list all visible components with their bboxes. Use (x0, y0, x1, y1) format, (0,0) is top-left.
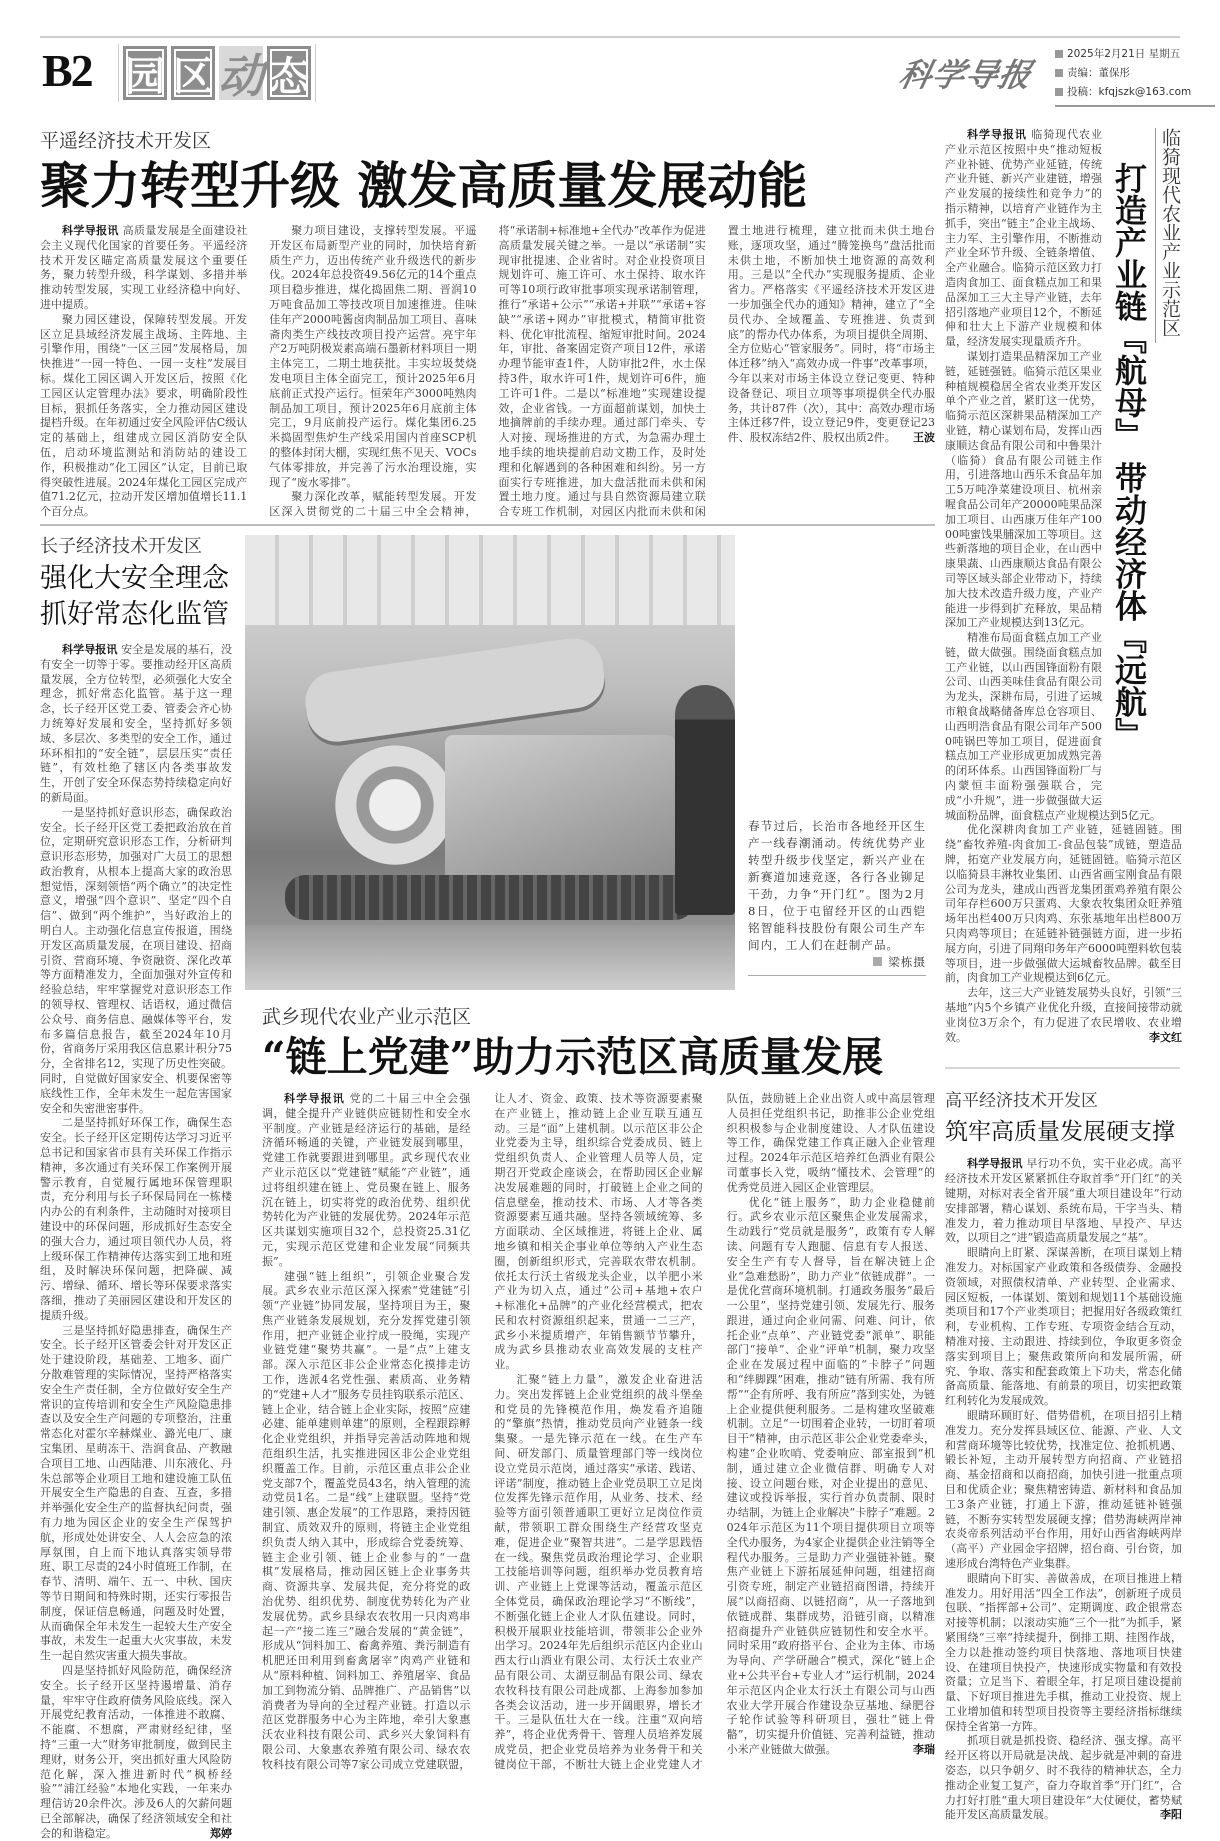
pingyao-article (40, 128, 935, 520)
article-paragraph (945, 1572, 1182, 1735)
dateline: 科学导报讯 (967, 1157, 1023, 1171)
submission-email: 投稿：kfqjszk@163.com (1067, 86, 1192, 98)
gaoping-headline: 筑牢高质量发展硬支撑 (945, 1119, 1175, 1146)
author-byline: 李瑞 (912, 1743, 935, 1756)
credit-text: 梁栋摄 (888, 954, 926, 969)
photo-machine-body (445, 735, 675, 885)
article-paragraph (945, 1734, 1182, 1823)
article-paragraph (40, 1664, 232, 1841)
changzi-body (40, 643, 232, 1841)
paragraph-text: 眼睛向下盯实、善做善成，在项目推进上精准发力。用好用活“四全工作法”，创新班子成员包联、“指挥部+公司”、定期调度、政企银常态对接等机制；以滚动实施“三个一批”为抓手，紧紧围绕“三率”持续提升，倒排工期、挂图作战，全力以赴推动签约项目快落地、落地项目快建设、在建项目快投产，快速形成实物量和有效投资量；立足当下、着眼全年，打足项目建设提前量、下好项目推进先手棋，推动工业投资、规上工业增加值和转型项目投资等主要经济指标继续保持全省第一方阵。 (945, 1571, 1182, 1733)
paragraph-text: 聚力项目建设，支撑转型发展。平遥开发区布局新型产业的同时，加快培育新质生产力，迈出传统产业升级迭代的新步伐。2024年总投资49.56亿元的14个重点项目稳步推进，煤化捣固焦二期、晋润10万吨食品加工等技改项目加速推进。佳味佳年产2000吨酱卤肉制品加工项目、喜味斋肉类生产线技改项目投产运营。亮宇年产2万吨阴极炭素高端石墨新材料项目一期主体完工，二期土地获批。丰实垃圾焚烧发电项目主体全面完工，预计2025年6月底前正式投产运行。恒荣年产3000吨熟肉制品加工项目，预计2025年6月底前主体完工，9月底前投产运行。煤化集团6.25米捣固型焦炉生产线采用国内首座SCP机的整体封闭大棚，实现红焦不见天、VOCs气体零排放，并完善了污水治理设施，实现了“废水零排”。 (269, 224, 477, 489)
section-char: 动 (219, 46, 263, 100)
linyi-sidebar (945, 128, 1182, 1045)
lower-section (40, 535, 935, 1841)
paragraph-text: 眼睛环顾盯好、借势借机，在项目招引上精准发力。充分发挥县域区位、能源、产业、人文和营商环境等比较优势，找准定位、抢抓机遇、锻长补短，主动开展转型方向招商、产业链招商、基金招商和以商招商，加快引进一批重点项目和优质企业；聚焦精密铸造、新材料和食品加工3条产业链，打通上下游，推动延链补链强链，不断夯实转型发展硬支撑；借势海峡两岸神农炎帝系列活动平台作用，用好山西省海峡两岸（高平）产业园金字招牌，招台商、引台资，加速形成台湾特色产业集群。 (945, 1408, 1182, 1570)
photo-floor (245, 925, 735, 990)
gaoping-article (945, 1089, 1182, 1823)
dateline: 科学导报讯 (284, 1091, 345, 1105)
article-paragraph (40, 643, 232, 806)
factory-photo (245, 535, 735, 990)
caption-text: 春节过后，长治市各地经开区生产一线春潮涌动。传统优势产业转型升级步伐坚定，新兴产业在新赛道加速竞逐，各行各业铆足干劲，力争“开门红”。图为2月8日，位于屯留经开区的山西铠铭智能科技股份有限公司生产车间内，工人们在赶制产品。 (748, 818, 926, 952)
paragraph-text: 去年，这三大产业链发展势头良好，引领“三基地”内5个乡镇产业优化升级，直接间接带动就业岗位3万余个，有力促进了农民增收、农业增效。 (945, 986, 1182, 1044)
paragraph-text: 安全是发展的基石，没有安全一切等于零。要推动经开区高质量发展，全方位转型，必须强化大安全理念，抓好常态化监管。基于这一理念，长子经开区党工委、管委会齐心协力统筹好发展和安全，坚持抓好多领域、多层次、多类型的安全工作，通过环环相扣的“安全链”，层层压实“责任链”，有效杜绝了辖区内各类事故发生，开创了安全环保态势持续稳定向好的新局面。 (40, 642, 233, 804)
paragraph-text: 精准布局面食糕点加工产业链，做大做强。围绕面食糕点加工产业链，以山西国锋面粉有限公司、山西美味佳食品有限公司为龙头，深耕布局，引进了运城市粮食战略储备库总仓容项目、山西明浩食品有限公司年产5000吨锅巴等加工项目，促进面食糕点加工产业形成更加成熟完善的闭环体系。山西国锋面粉厂与内蒙恒丰面粉强强联合，完成“小升规”，进一步做强做大运城面粉品牌，面食糕点产业规模达到5亿元。 (945, 631, 1161, 822)
pingyao-body (40, 224, 935, 520)
paragraph-text: 眼睛向上盯紧、深谋善断，在项目谋划上精准发力。对标国家产业政策和各级债券、金融投资领域，对照债权清单、产业转型、企业需求、园区短板，一体谋划、策划和规划11个基础设施类项目和17个产业类项目；把握用好各级政策红利，专业机构、工作专班、专项资金结合互动，精准对接、主动跟进、持续到位，争取更多资金落实到项目上；聚焦政策所向和发展所需，研究、争取、落实和配套政策上下功夫，常态化储备高质量、能落地、有前景的项目，切实把政策红利转化为发展成效。 (945, 1246, 1182, 1408)
section-char: 区 (171, 46, 215, 100)
pingyao-kicker: 平遥经济技术开发区 (40, 130, 212, 152)
article-paragraph (945, 1157, 1182, 1246)
photo-credit (748, 954, 926, 971)
photo-row (245, 535, 935, 990)
article-paragraph (945, 986, 1182, 1045)
article-paragraph (945, 823, 1182, 986)
photo-ceiling (245, 535, 735, 625)
section-divider (40, 524, 935, 526)
paragraph-text: 抓项目就是抓投资、稳经济、强支撑。高平经开区将以开局就是决战、起步就是冲刺的奋进姿态，以只争朝夕、时不我待的精神状态，全力推动企业复工复产，奋力夺取首季“开门红”，合力打好打胜“重大项目建设年”大仗硬仗，蓄势赋能开发区高质量发展。 (945, 1734, 1182, 1822)
section-divider (945, 1067, 1180, 1069)
paragraph-text: 谋划打造果品精深加工产业链，延链强链。临猗示范区果业种植规模稳居全省农业类开发区单个产业之首，紧盯这一优势，临猗示范区深耕果品精深加工产业链，精心谋划布局，发挥山西康顺达食品有限公司和中鲁果汁（临猗）食品有限公司链主作用，引进落地山西乐禾食品年加工5万吨净菜建设项目、杭州亲喔食品公司年产20000吨果品深加工项目、山西康万佳年产10000吨蜜饯果脯深加工等项目。这些新落地的项目企业，在山西中康果蔬、山西康顺达食品有限公司等区域头部企业带动下，持续加大技术改造升级力度，产业产能进一步得到扩充释放，果品精深加工产业规模达到13亿元。 (945, 349, 1102, 630)
section-title (118, 44, 316, 102)
photo-worker (675, 685, 735, 915)
editor: 责编：董保彤 (1067, 67, 1130, 79)
paragraph-text: 三是坚持抓好隐患排查，确保生产安全。长子经开区管委会针对开发区正处于建设阶段，基础差、工地多、面广分散难管理的实际情况，坚持严格落实安全生产责任制，全方位做好安全生产常识的宣传培训和安全生产风险隐患排查以及安全生产问题的专项整治，注重常态化对霍尔辛赫煤业、潞光电厂、康宝集团、星萌冻干、浩润食品、产教融合项目工地、山西陆港、川东液化、丹朱总部等企业项目工地和建设施工队伍开展安全生产隐患的自查、互查，多措并举强化安全生产的监督执纪问责，强有力地为园区企业的安全生产保驾护航，形成处处讲安全、人人会应急的浓厚氛围，自上而下地认真落实领导带班、职工尽责的24小时值班工作制，在春节、清明、端午、五一、中秋、国庆等节日期间和特殊时期，还实行零报告制度，保证信息畅通，问题及时处置，从而确保全年未发生一起较大生产安全事故，未发生一起重大火灾事故，未发生一起自然灾害重大损失事故。 (40, 1323, 232, 1663)
paragraph-text: 党的二十届三中全会强调，健全提升产业链供应链韧性和安全水平制度。产业链是经济运行的基础，是经济循环畅通的关键，产业链发展到哪里，党建工作就要跟进到哪里。武乡现代农业产业示范区以“党建链”赋能“产业链”，通过将组织建在链上、党员聚在链上、服务沉在链上，切实将党的政治优势、组织优势转化为产业链的发展优势。2024年示范区共谋划实施项目32个，总投资25.31亿元，实现示范区党建和企业发展“同频共振”。 (262, 1091, 471, 1268)
photo-machine-arm (302, 634, 609, 745)
masthead-rule (40, 36, 1180, 38)
square-bullet-icon (873, 957, 882, 966)
changzi-headline-line: 强化大安全理念 (40, 562, 229, 594)
linyi-headline: 打造产业链『航母』 带动经济体『远航』 (1110, 162, 1148, 750)
section-char: 态 (267, 46, 311, 100)
photo-machine-cylinder (335, 745, 455, 865)
linyi-kicker: 临猗现代农业产业示范区 (1155, 128, 1182, 343)
changzi-article (40, 535, 232, 1841)
article-paragraph (40, 806, 232, 1117)
article-paragraph (727, 1196, 935, 1758)
paragraph-text: 优化“链上服务”，助力企业稳健前行。武乡农业示范区聚焦企业发展需求，生动践行“党员就是服务”，政策有专人解读、问题有专人跑腿、信息有专人报送、安全生产有专人督导，旨在解决链上企业“急难愁盼”，助力产业“依链成群”。一是优化营商环境机制。打通政务服务“最后一公里”，坚持党建引领、发展先行、服务跟进，通过向企业问需、问难、问计，依托企业“点单”、产业链党委“派单”、职能部门“接单”、企业“评单”机制，聚力攻坚企业在发展过程中面临的“卡脖子”问题和“绊脚踝”困难，推动“链有所需、我有所帮”“企有所呼、我有所应”落到实处，为链上企业提供便利服务。二是构建攻坚破难机制。立足“一切围着企业转，一切盯着项目干”精神，由示范区非公企业党委牵头，构建“企业吹哨、党委响应、部室报到”机制，通过建立企业微信群、明确专人对接、设立问题台账，对企业提出的意见、建议或投诉举报，实行首办负责制、限时办结制，为链上企业解决“卡脖子”难题。2024年示范区为11个项目提供项目立项等全代办服务，为4家企业提供企业注销等全程代办服务。三是助力产业强链补链。聚焦产业链上下游拓展延伸问题，组建招商引资专班，制定产业链招商图谱，持续开展“以商招商、以链招商”，从一子落地到依链成群、集群成势，沿链引商，以精准招商提升产业链供应链韧性和安全水平。同时采用“政府搭平台、企业为主体、市场为导向、产学研融合”模式，深化“链上企业+公共平台+专业人才”运行机制，2024年示范区内企业太行沃土有限公司与山西农业大学开展合作建设杂豆基地、绿肥谷子轮作试验等科研项目，强壮“链上骨骼”，切实提升价值链、完善利益链，推动小米产业链做大做强。 (726, 1195, 935, 1756)
article-paragraph (945, 1409, 1182, 1572)
article-paragraph (269, 224, 476, 490)
linyi-vertical-titles (1108, 128, 1182, 800)
gaoping-body (945, 1157, 1182, 1823)
article-paragraph (40, 224, 247, 313)
page-content (40, 128, 1182, 1841)
author-byline: 李文红 (1149, 1030, 1182, 1044)
paragraph-text: 二是坚持抓好环保工作，确保生态安全。长子经开区定期传达学习习近平总书记和国家省市县有关环保工作指示精神，多次通过有关环保工作案例开展警示教育，自觉履行属地环保管理职责，充分利用与长子环保局同在一栋楼内办公的有利条件，主动随时对接项目建设中的环保问题，形成抓好生态安全的强大合力，通过项目领代办人员，将上级环保工作精神传达落实到工地和班组，及时解决环保问题，把降碳、减污、增绿、循环、增长等环保要求落实落细，推动了美丽园区建设和开发区的提质升级。 (40, 1116, 232, 1322)
changzi-kicker: 长子经济技术开发区 (40, 535, 202, 557)
wuxiang-body (262, 1092, 935, 1773)
author-byline: 王波 (913, 431, 935, 445)
newspaper-logo: 科学导报 (895, 56, 1036, 94)
paragraph-text: 高质量发展是全面建设社会主义现代化国家的首要任务。平遥经济技术开发区瞄定高质量发展这个重要任务，聚力转型升级，科学谋划、多措并举推动转型发展，实现工业经济稳中向好、进中提质。 (40, 224, 248, 311)
dateline: 科学导报讯 (967, 128, 1027, 141)
article-paragraph (945, 1246, 1182, 1409)
paragraph-text: 汇聚“链上力量”，激发企业奋进活力。突出发挥链上企业党组织的战斗堡垒和党员的先锋模范作用，焕发看齐追随的“擎旗”热情，推动党员向产业链条一线集聚。一是先锋示范在一线。在生产车间、研发部门、质量管理部门等一线岗位设立党员示范岗，通过落实“承诺、践诺、评诺”制度，推动链上企业党员职工立足岗位发挥先锋示范作用，从业务、技术、经验等方面引领普通职工更好立足岗位作贡献，带领职工群众围绕生产经营攻坚克难，促进企业“聚智共进”。二是学思践悟在一线。聚焦党员政治理论学习、企业职工技能培训等问题，组织举办党员教育培训、产业链上上党课等活动，覆盖示范区全体党员，确保政治理论学习“不断线”，不断强化链上企业人才队伍建设。同时，积极开展职业技能培训，带领非公企业外出学习。2024年先后组织示范区内企业山西太行山酒业有限公司、太行沃土农业产品有限公司、太湖豆制品有限公司、绿农农牧科技有限公司赴成都、上海参加参加各类会议活动，进一步开阔眼界，增长才干。三是队伍壮大在一线。注重“双向培养”，将企业优秀骨干、管理人员培养发展成党员，把企业党员培养为业务骨干和关键岗位干部，不断壮大链上企业党建人才队伍，鼓励链上企业出资人或中高层管理人员担任党组织书记，助推非公企业党组织积极参与企业制度建设、人才队伍建设等工作，确保党建工作真正融入企业管理过程。2024年示范区培养红色酒业有限公司董事长入党，吸纳“懂技术、会管理”的优秀党员进入园区企业管理层。 (494, 1091, 935, 1771)
section-char: 园 (123, 46, 167, 100)
square-bullet-icon (1055, 50, 1063, 58)
author-byline: 郑婷 (210, 1826, 232, 1840)
dateline: 科学导报讯 (62, 642, 118, 656)
paragraph-text: 聚力深化改革，赋能转型发展。开发区深入贯彻党的二十届三中全会精神，将“承诺制+标准地+全代办”改革作为促进高质量发展关键之举。一是以“承诺制”实现审批提速、企业省时。对企业投资项目规划许可、施工许可、水土保持、取水许可等10项行政审批事项实现承诺制管理，推行“承诺+公示”“承诺+并联”“承诺+容缺”“承诺+网办”审批模式，精简审批资料、优化审批流程、缩短审批时间。2024年，审批、备案固定资产项目12件，承诺办理节能审查1件，人防审批2件，水土保持3件，取水许可1件，规划许可6件，施工许可1件。二是以“标准地”实现建设提效，企业省钱。一方面超前谋划，加快土地摘牌前的手续办理。通过部门牵头、专人对接、现场推进的方式，为急需办理土地手续的地块提前启动文勘工作，及时处理和化解遇到的各种困难和纠纷。另一方面实行专班推进，加大盘活批而未供和闲置土地力度。通过与县自然资源局建立联合专班工作机制，对园区内批而未供和闲置土地进行梳理，建立批而未供土地台账，逐项攻坚，通过“腾笼换鸟”盘活批而未供土地，不断加快土地资源的高效利用。三是以“全代办”实现服务提质、企业省力。严格落实《平遥经济技术开发区进一步加强全代办的通知》精神，建立了“全员代办、全域覆盖、专班推进、负责到底”的帮办代办体系，为项目提供全周期、全方位贴心“管家服务”。同时，将“市场主体迁移”纳入“高效办成一件事”改革事项，今年以来对市场主体设立登记变更、特种设备登记、项目立项等事项提供全代办服务，共计87件（次），其中：高效办理市场主体迁移7件，设立登记9件，变更登记23件、股权冻结2件、股权出质2件。 (269, 224, 935, 519)
article-paragraph (40, 1324, 232, 1664)
author-byline: 李阳 (1160, 1808, 1182, 1822)
issue-date: 2025年2月21日 星期五 (1067, 48, 1181, 60)
paragraph-text: 聚力园区建设，保障转型发展。开发区立足县域经济发展主战场、主阵地、主引擎作用，围绕“一区三园”发展格局，加快推进“一园一特色、一园一支柱”发展目标。煤化工园区调入开发区后，按照《化工园区认定管理办法》要求，明确阶段性目标，狠抓任务落实，全力推动园区建设提档升级。在年初通过安全风险评估C级认定的基础上，组建成立园区消防安全队伍，启动环境监测站和消防站的建设工作，积极推动“化工园区”认定，目前已取得突破性进展。2024年煤化工园区完成产值71.2亿元，拉动开发区增加值增长11.1个百分点。 (40, 312, 248, 519)
paragraph-text: 四是坚持抓好风险防范，确保经济安全。长子经开区坚持遏增量、消存量，牢牢守住政府债务风险底线。深入开展党纪教育活动，一体推进不敢腐、不能腐、不想腐，严肃财经纪律，坚持“三重一大”财务审批制度，做到民主理财，财务公开，突出抓好重大风险防范化解，深入推进新时代“枫桥经验”“浦江经验”本地化实践，一年来办理信访20余件次。涉及6人的欠薪问题已全部解决，确保了经济领域安全和社会的和谐稳定。 (40, 1663, 232, 1840)
middle-section (245, 535, 935, 1773)
article-paragraph (40, 1116, 232, 1323)
wuxiang-article (245, 1004, 935, 1773)
right-area (945, 128, 1182, 1823)
article-paragraph (40, 313, 247, 520)
photo-crawler-track (285, 875, 695, 920)
paragraph-text: 一是坚持抓好意识形态，确保政治安全。长子经开区党工委把政治放在首位，定期研究意识形态工作，分析研判意识形态形势，加强对广大员工的思想政治教育，从根本上提高大家的政治思想觉悟，深刻领悟“两个确立”的决定性意义，增强“四个意识”、坚定“四个自信”、做到“两个维护”，当好政治上的明白人。主动强化信息宣传报道，围绕开发区高质量发展，在项目建设、招商引资、营商环境、争资融资、深化改革等方面精准发力，全面加强对外宣传和经验总结，牢牢掌握党对意识形态工作的领导权、管理权、话语权，通过微信公众号、商务信息、融媒体等平台，发布多篇信息报告，截至2024年10月份，省商务厅采用我区信息累计积分75分，全省排名12，实现了历史性突破。同时，自觉做好国家安全、机要保密等底线性工作，全年未发生一起危害国家安全和失密泄密事件。 (40, 805, 232, 1115)
left-area (40, 128, 935, 1841)
paragraph-text: 早行功不负，实干业必成。高平经济技术开发区紧紧抓住夺取首季“开门红”的关键期，对标对表全省开展“重大项目建设年”行动安排部署，精心谋划、系统布局，干字当头、精准发力，着力推动项目早落地、早投产、早达效，以项目之“进”锻造高质量发展之“基”。 (945, 1157, 1183, 1245)
dateline: 科学导报讯 (62, 224, 119, 237)
square-bullet-icon (1055, 88, 1063, 96)
square-bullet-icon (1055, 69, 1063, 77)
wuxiang-kicker: 武乡现代农业产业示范区 (262, 1005, 472, 1028)
article-paragraph (262, 1092, 470, 1270)
paragraph-text: 建强“链上组织”，引领企业聚合发展。武乡农业示范区深入探索“党建链”引领“产业链”协同发展，坚持项目为王，聚焦产业链条发展规划，充分发挥党建引领作用，把产业链企业拧成一股绳，实现产业链党建“聚势共赢”。一是“点”上建支部。深入示范区非公企业常态化摸排走访工作，选派4名党性强、素质高、业务精的“党建+人才”服务专员挂钩联系示范区、链上企业，结合链上企业实际，按照“应建必建、能单建则单建”的原则，全程跟踪孵化企业党组织，并指导完善活动阵地和规范组织生活，扎实推进园区非公企业党组织覆盖工作。目前，示范区重点非公企业党支部7个，覆盖党员43名，纳入管理的流动党员1名。二是“线”上建联盟。坚持“党建引领、惠企发展”的工作思路，秉持因链制宜、质效双升的原则，将链主企业党组织负责人纳入其中，形成综合党委统筹、链主企业引领、链上企业参与的“一盘棋”发展格局，推动园区链上企业事务共商、资源共享、发展共促，充分将党的政治优势、组织优势、制度优势转化为产业发展优势。武乡县绿农农牧用一只肉鸡串起一产“接二连三”融合发展的“黄金链”，形成从“饲料加工、畜禽养殖、粪污制造有机肥还田利用到畜禽屠宰”肉鸡产业链和从“原料种植、饲料加工、养殖屠宰、食品加工到物流分销、品牌推广、产品销售”以消费者为导向的全过程产业链。打造以示范区党群服务中心为主阵地，牵引大象惠沃农业科技有限公司、武乡兴大象饲料有限公司、大象惠农养殖有限公司、绿农农牧科技有限公司等7家公司成立党建联盟，让人才、资金、政策、技术等资源要素聚在产业链上，推动链上企业互联互通互动。三是“面”上建机制。以示范区非公企业党委为主导，组织综合党委成员、链上党组织负责人、企业管理人员等人员，定期召开党政企座谈会，在帮助园区企业解决发展难题的同时，打破链上企业之间的信息壁垒，推动技术、市场、人才等各类资源要素互通共融。坚持各领域统筹、多方面联动、全区域推进，将链上企业、属地乡镇和相关企事业单位等纳入产业生态圈，创新组织形式，完善联农带农机制。依托太行沃土省级龙头企业，以羊肥小米产业为切入点，通过“公司+基地+农户+标准化+品牌”的产业化经营模式，把农民和农村资源组织起来，贯通一二三产，武乡小米提质增产，年销售额节节攀升，成为武乡县推动农业高效发展的支柱产业。 (262, 1091, 703, 1771)
issue-info (1055, 44, 1215, 107)
pingyao-headline: 聚力转型升级 激发高质量发展动能 (40, 157, 808, 215)
paragraph-text: 临猗现代农业产业示范区按照中央“推动短板产业补链、优势产业延链，传统产业升链、新兴产业建链，增强产业发展的接续性和竞争力”的指示精神，以培育产业链作为主抓手，突出“链主”企业主战场、主力军、主引擎作用，不断推动产业全环节升级、全链条增值、全产业融合。临猗示范区致力打造肉食加工、面食糕点加工和果品深加工三大主导产业链，去年招引落地产业项目12个，不断延伸和壮大上下游产业规模和体量，经济发展实现量质齐升。 (945, 128, 1103, 349)
changzi-headline-line: 抓好常态化监管 (40, 598, 229, 630)
photo-caption (748, 818, 926, 976)
paragraph-text: 优化深耕肉食加工产业链，延链固链。围绕“畜牧养殖-肉食加工-食品包装”成链，塑造品牌，拓宽产业发展方向，延链固链。临猗示范区以临猗县丰淋牧业集团、山西省画宝刚食品有限公司为龙头，建成山西晋龙集团蛋鸡养殖有限公司年存栏600万只蛋鸡、大象农牧集团众旺养殖场年出栏400万只肉鸡、东张基地年出栏800万只肉鸡等项目；在延链补链强链方面，进一步拓展方向，引进了同翔印务年产6000吨塑料软包装等项目，进一步做强做大运城畜牧品牌。截至目前，肉食加工产业规模达到6亿元。 (945, 823, 1182, 985)
changzi-headline (40, 561, 232, 633)
wuxiang-headline: “链上党建”助力示范区高质量发展 (262, 1032, 884, 1081)
gaoping-kicker: 高平经济技术开发区 (945, 1091, 1098, 1112)
page-number: B2 (42, 45, 92, 96)
